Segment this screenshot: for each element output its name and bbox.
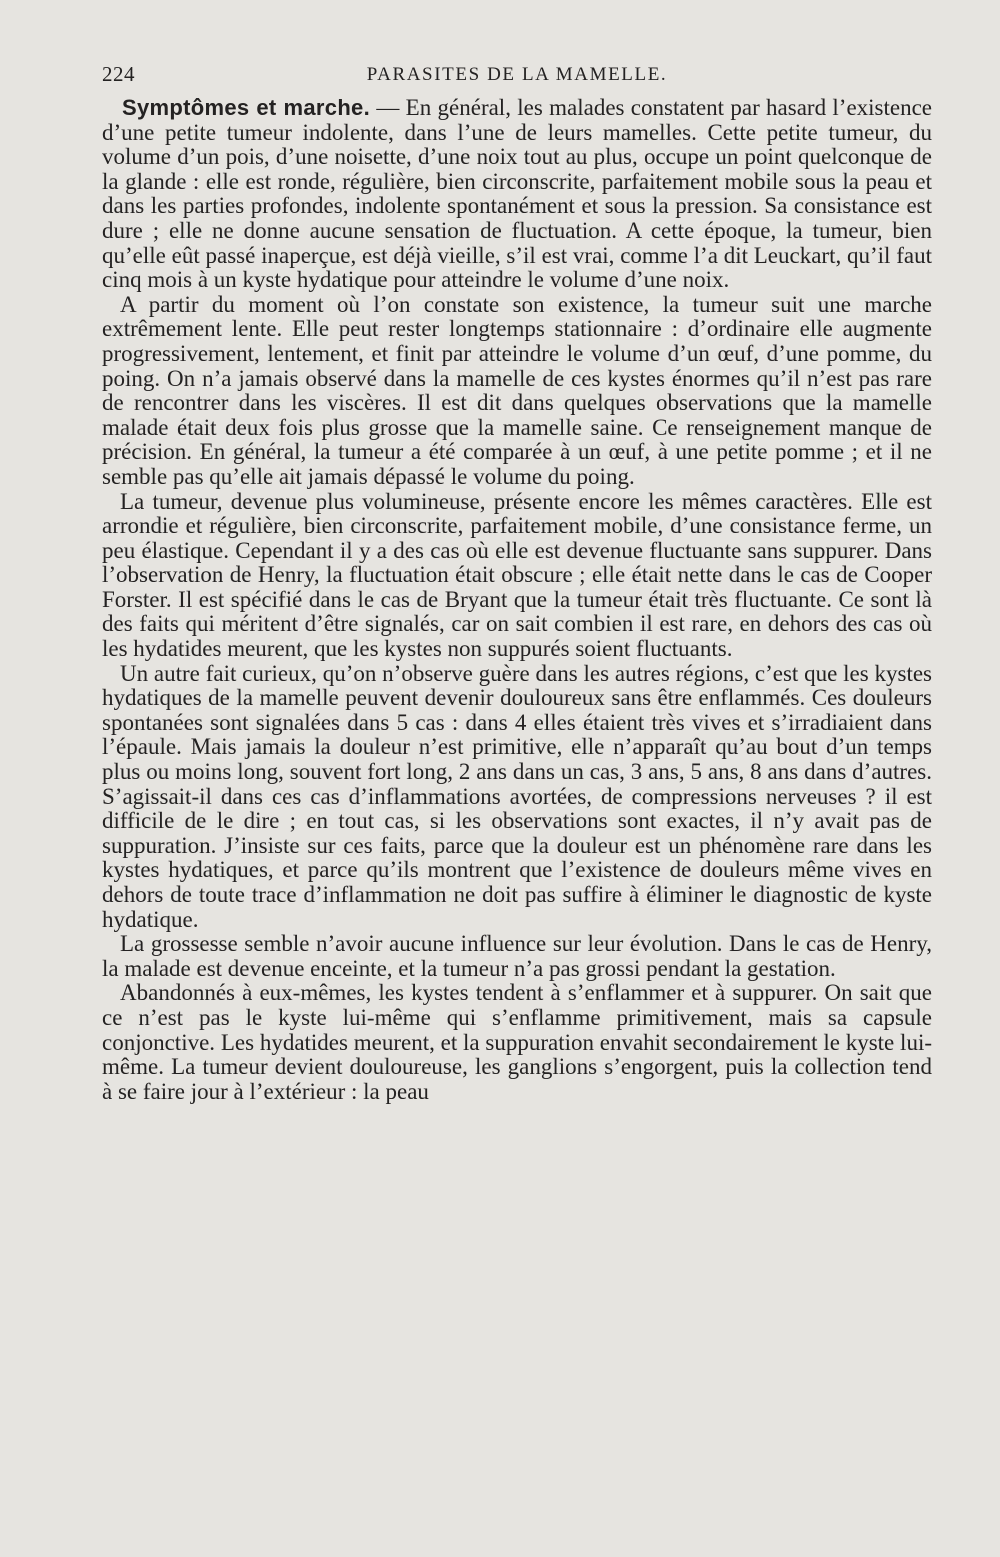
body-text [102, 96, 932, 1104]
paragraph: A partir du moment où l’on constate son existence, la tumeur suit une marche extrêmement lente. Elle peut rester longtemps stationnaire : d’ordinaire elle augmente progressivement, lentement, et finit par atteindre le volume d’un œuf, d’une pomme, du poing. On n’a jamais observé dans la mamelle de ces kystes énormes qu’il n’est pas rare de rencontrer dans les viscères. Il est dit dans quelques observations que la mamelle malade était deux fois plus grosse que la mamelle saine. Ce renseignement manque de précision. En général, la tumeur a été comparée à un œuf, à une petite pomme ; et il ne semble pas qu’elle ait jamais dépassé le volume du poing. [102, 291, 932, 489]
page-header [102, 62, 932, 88]
paragraph: La tumeur, devenue plus volumineuse, présente encore les mêmes caractères. Elle est arrondie et régulière, bien circonscrite, parfaitement mobile, d’une consistance ferme, un peu élastique. Cependant il y a des cas où elle est devenue fluctuante sans suppurer. Dans l’observation de Henry, la fluctuation était obscure ; elle était nette dans le cas de Cooper Forster. Il est spécifié dans le cas de Bryant que la tumeur était très fluctuante. Ce sont là des faits qui méritent d’être signalés, car on sait combien il est rare, en dehors des cas où les hydatides meurent, que les kystes non suppurés soient fluctuants. [102, 488, 932, 662]
section-heading: Symptômes et marche. [122, 95, 371, 120]
heading-dash: — [370, 95, 406, 120]
paragraph: Abandonnés à eux-mêmes, les kystes tendent à s’enflammer et à suppurer. On sait que ce n’est pas le kyste lui-même qui s’enflamme primitivement, mais sa capsule conjonctive. Les hydatides meurent, et la suppuration envahit secondairement le kyste lui-même. La tumeur devient douloureuse, les ganglions s’engorgent, puis la collection tend à se faire jour à l’extérieur : la peau [102, 980, 932, 1104]
paragraph: La grossesse semble n’avoir aucune influence sur leur évolution. Dans le cas de Henry, la malade est devenue enceinte, et la tumeur n’a pas grossi pendant la gestation. [102, 931, 932, 981]
running-title: PARASITES DE LA MAMELLE. [366, 64, 668, 85]
paragraph-text: En général, les malades constatent par hasard l’existence d’une petite tumeur indolente, dans l’une de leurs mamelles. Cette petite tumeur, du volume d’un pois, d’une noisette, d’une noix tout au plus, occupe un point quelconque de la glande : elle est ronde, régulière, bien circonscrite, parfaitement mobile sous la peau et dans les parties profondes, indolente spontanément et sous la pression. Sa consistance est dure ; elle ne donne aucune sensation de fluctuation. A cette époque, la tumeur, bien qu’elle eût passé inaperçue, est déjà vieille, s’il est vrai, comme l’a dit Leuckart, qu’il faut cinq mois à un kyste hydatique pour atteindre le volume d’une noix. [102, 95, 933, 293]
paragraph: Un autre fait curieux, qu’on n’observe guère dans les autres régions, c’est que les kystes hydatiques de la mamelle peuvent devenir douloureux sans être enflammés. Ces douleurs spontanées sont signalées dans 5 cas : dans 4 elles étaient très vives et s’irradiaient dans l’épaule. Mais jamais la douleur n’est primitive, elle n’apparaît qu’au bout d’un temps plus ou moins long, souvent fort long, 2 ans dans un cas, 3 ans, 5 ans, 8 ans dans d’autres. S’agissait-il dans ces cas d’inflammations avortées, de compressions nerveuses ? il est difficile de le dire ; en tout cas, si les observations sont exactes, il n’y avait pas de suppuration. J’insiste sur ces faits, parce que la douleur est un phénomène rare dans les kystes hydatiques, et parce qu’ils montrent que l’existence de douleurs même vives en dehors de toute trace d’inflammation ne doit pas suffire à éliminer le diagnostic de kyste hydatique. [102, 660, 932, 932]
page-number: 224 [102, 62, 135, 86]
paragraph [102, 96, 932, 293]
